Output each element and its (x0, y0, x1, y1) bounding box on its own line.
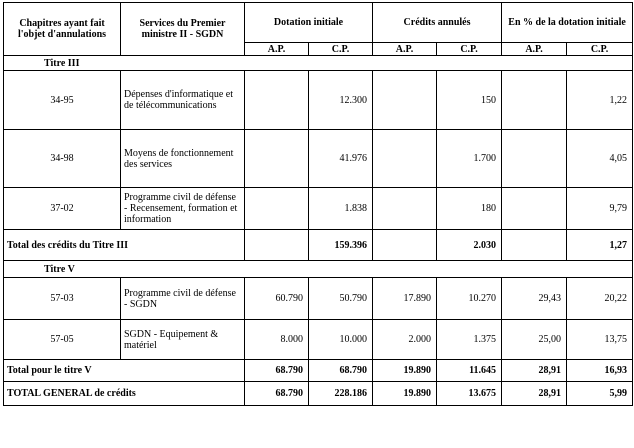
dotation-ap: 68.790 (245, 382, 309, 406)
pct-cp: 1,22 (567, 71, 633, 130)
table-row (4, 320, 633, 360)
dotation-cp: 228.186 (309, 382, 373, 406)
service-label: SGDN - Equipement & matériel (121, 320, 245, 360)
dotation-cp: 50.790 (309, 278, 373, 320)
service-label: Programme civil de défense - SGDN (121, 278, 245, 320)
header-row (4, 3, 633, 43)
dotation-cp: 159.396 (309, 230, 373, 261)
annule-ap: 19.890 (373, 382, 437, 406)
pct-ap: 29,43 (502, 278, 567, 320)
annule-cp: 10.270 (437, 278, 502, 320)
pct-cp: 4,05 (567, 130, 633, 188)
header-dotation: Dotation initiale (245, 3, 373, 43)
total-label: Total pour le titre V (4, 360, 245, 382)
annule-cp: 11.645 (437, 360, 502, 382)
annule-ap: 19.890 (373, 360, 437, 382)
pct-ap (502, 130, 567, 188)
pct-ap (502, 188, 567, 230)
header-chapitres: Chapitres ayant fait l'objet d'annulations (4, 3, 121, 56)
pct-ap (502, 71, 567, 130)
total-label: TOTAL GENERAL de crédits (4, 382, 245, 406)
dotation-ap (245, 130, 309, 188)
dotation-ap (245, 188, 309, 230)
pct-ap: 28,91 (502, 382, 567, 406)
pct-cp: 9,79 (567, 188, 633, 230)
annule-ap: 17.890 (373, 278, 437, 320)
header-ann-cp: C.P. (437, 43, 502, 56)
section-titre3: Titre III (4, 56, 633, 71)
header-pct-cp: C.P. (567, 43, 633, 56)
annule-ap (373, 188, 437, 230)
annulations-table (3, 2, 633, 406)
pct-cp: 20,22 (567, 278, 633, 320)
dotation-ap: 60.790 (245, 278, 309, 320)
annule-cp: 1.375 (437, 320, 502, 360)
pct-ap: 28,91 (502, 360, 567, 382)
service-label: Moyens de fonctionnement des services (121, 130, 245, 188)
dotation-ap: 8.000 (245, 320, 309, 360)
annule-cp: 13.675 (437, 382, 502, 406)
table-row (4, 130, 633, 188)
dotation-cp: 68.790 (309, 360, 373, 382)
table-row (4, 278, 633, 320)
section-titre5: Titre V (4, 261, 633, 278)
service-label: Programme civil de défense - Recensement, formation et information (121, 188, 245, 230)
header-dot-ap: A.P. (245, 43, 309, 56)
annule-cp: 180 (437, 188, 502, 230)
annule-ap (373, 71, 437, 130)
annule-cp: 1.700 (437, 130, 502, 188)
chapter-code: 57-03 (4, 278, 121, 320)
pct-ap: 25,00 (502, 320, 567, 360)
dotation-cp: 10.000 (309, 320, 373, 360)
pct-cp: 1,27 (567, 230, 633, 261)
dotation-cp: 12.300 (309, 71, 373, 130)
chapter-code: 57-05 (4, 320, 121, 360)
total-row-titre3 (4, 230, 633, 261)
header-dot-cp: C.P. (309, 43, 373, 56)
header-ann-ap: A.P. (373, 43, 437, 56)
dotation-cp: 41.976 (309, 130, 373, 188)
section-row-titre5 (4, 261, 633, 278)
total-row-titre5 (4, 360, 633, 382)
annule-ap (373, 230, 437, 261)
header-pct-ap: A.P. (502, 43, 567, 56)
service-label: Dépenses d'informatique et de télécommunications (121, 71, 245, 130)
annule-cp: 2.030 (437, 230, 502, 261)
header-pct: En % de la dotation initiale (502, 3, 633, 43)
pct-cp: 13,75 (567, 320, 633, 360)
chapter-code: 34-98 (4, 130, 121, 188)
dotation-cp: 1.838 (309, 188, 373, 230)
chapter-code: 37-02 (4, 188, 121, 230)
annule-cp: 150 (437, 71, 502, 130)
total-label: Total des crédits du Titre III (4, 230, 245, 261)
pct-cp: 5,99 (567, 382, 633, 406)
dotation-ap: 68.790 (245, 360, 309, 382)
total-row-general (4, 382, 633, 406)
dotation-ap (245, 230, 309, 261)
header-services: Services du Premier ministre II - SGDN (121, 3, 245, 56)
header-credits: Crédits annulés (373, 3, 502, 43)
section-row-titre3 (4, 56, 633, 71)
annule-ap (373, 130, 437, 188)
table-row (4, 71, 633, 130)
table-row (4, 188, 633, 230)
dotation-ap (245, 71, 309, 130)
pct-cp: 16,93 (567, 360, 633, 382)
chapter-code: 34-95 (4, 71, 121, 130)
pct-ap (502, 230, 567, 261)
annule-ap: 2.000 (373, 320, 437, 360)
